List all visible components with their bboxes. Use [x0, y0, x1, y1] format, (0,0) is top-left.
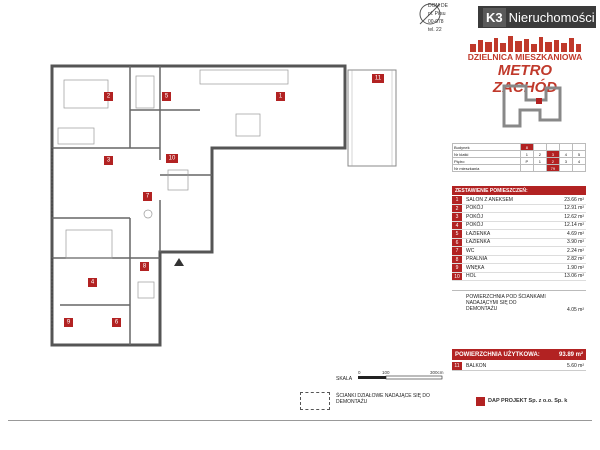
unit-info-table	[452, 143, 586, 172]
dap-logo-icon	[476, 397, 485, 406]
room-row: 10 HOL 13.06 m²	[452, 273, 586, 282]
room-tag-9: 9	[66, 319, 71, 326]
kitchen-counter	[200, 70, 288, 84]
info-row-stairwell: Nr klatki 1 2 3 4 5	[453, 151, 586, 158]
room-tag-6: 6	[114, 319, 119, 326]
room-tag-3: 3	[106, 157, 111, 164]
toilet	[144, 210, 152, 218]
scale-tick: 100	[382, 370, 390, 375]
divider	[8, 420, 592, 421]
legend-text: ŚCIANKI DZIAŁOWE NADAJĄCE SIĘ DO DEMONTAŻU	[336, 393, 430, 405]
info-row-building: Budynek 8	[453, 144, 586, 151]
schedule-title: ZESTAWIENIE POMIESZCZEŃ:	[452, 186, 586, 195]
usable-area-label: POWIERZCHNIA UŻYTKOWA:	[455, 351, 540, 358]
info-row-floor: Piętro P 1 2 3 4	[453, 158, 586, 165]
room-tag-7: 7	[145, 193, 150, 200]
balcony-row: 11 BALKON 5.60 m²	[452, 362, 586, 371]
room-row: 5 ŁAZIENKA 4.69 m²	[452, 230, 586, 239]
room-tag-2: 2	[106, 93, 111, 100]
room-row: 6 ŁAZIENKA 3.90 m²	[452, 239, 586, 248]
room-row: 8 PRALNIA 2.82 m²	[452, 256, 586, 265]
company-name: DAP PROJEKT Sp. z o.o. Sp. k	[488, 398, 568, 404]
legend-swatch	[300, 392, 330, 410]
room-row: 3 POKÓJ 12.62 m²	[452, 213, 586, 222]
balcony-outline	[348, 70, 396, 166]
k3-logo	[478, 6, 596, 28]
room-tag-1: 1	[278, 93, 283, 100]
developer-address: DOM DE pl. Piłsu 00-078 tel. 22	[428, 3, 448, 33]
room-row: 9 WNĘKA 1.90 m²	[452, 264, 586, 273]
scale-tick: 300cm	[430, 370, 444, 375]
room-tag-10: 10	[168, 155, 176, 162]
k3-logo-text: Nieruchomości	[508, 9, 595, 25]
room-tag-8: 8	[142, 263, 147, 270]
info-row-unit: Nr mieszkania 79	[453, 165, 586, 172]
project-title: METRO ZACHÓD	[492, 62, 558, 96]
bed-room-4	[66, 230, 112, 258]
k3-logo-mark: K3	[483, 8, 506, 27]
room-row: 1 SALON Z ANEKSEM 23.66 m²	[452, 196, 586, 205]
skyline-logo-icon	[466, 34, 584, 52]
room-tag-11: 11	[374, 75, 382, 82]
room-tag-4: 4	[90, 279, 95, 286]
room-list	[452, 196, 586, 281]
key-plan-icon	[496, 80, 566, 132]
bathtub	[136, 76, 154, 108]
bed-room-2	[64, 80, 108, 108]
usable-area-bar	[452, 349, 586, 360]
room-row: 4 POKÓJ 12.14 m²	[452, 222, 586, 231]
washer	[138, 282, 154, 298]
district-title: DZIELNICA MIESZKANIOWA	[467, 52, 583, 62]
scale-bar	[356, 368, 446, 382]
scale-tick: 0	[358, 370, 361, 375]
room-tags	[64, 74, 384, 327]
room-row: 7 WC 2.24 m²	[452, 247, 586, 256]
room-tag-5: 5	[164, 93, 169, 100]
room-row: 2 POKÓJ 12.91 m²	[452, 205, 586, 214]
usable-area-value: 93.89 m²	[558, 351, 583, 358]
entrance-marker	[174, 258, 184, 266]
removable-walls-row: POWIERZCHNIA POD ŚCIANKAMI NADAJĄCYMI SIĘ DO DEMONTAŻU 4.05 m²	[452, 290, 586, 315]
dining-table	[236, 114, 260, 136]
desk-room-3	[58, 128, 94, 144]
shower	[168, 170, 188, 190]
scale-label: SKALA	[336, 376, 353, 382]
